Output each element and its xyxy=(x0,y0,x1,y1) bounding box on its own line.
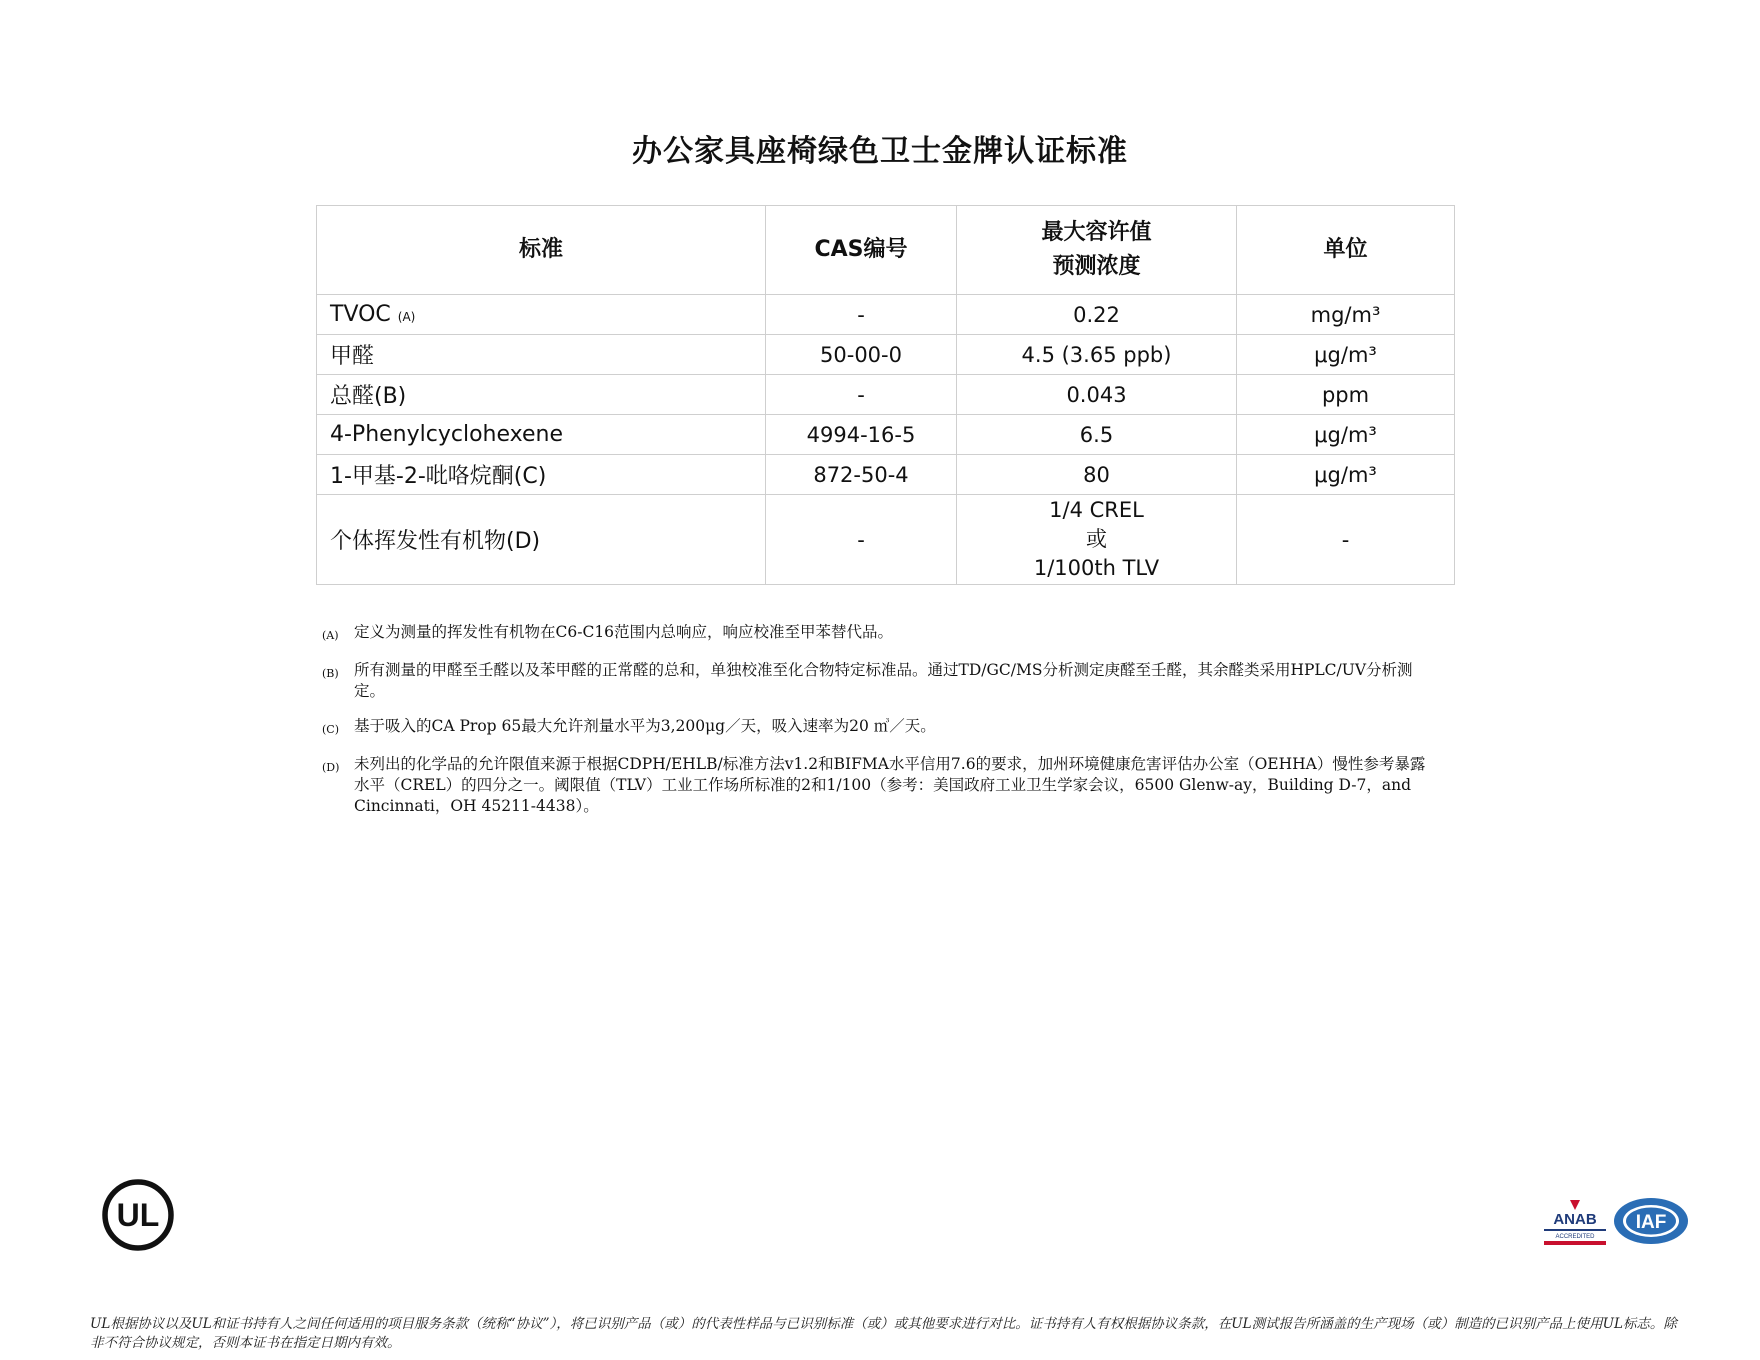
row-cas: 872-50-4 xyxy=(766,455,957,495)
table-row xyxy=(317,455,1455,495)
row-value: 0.22 xyxy=(957,295,1237,335)
anab-logo-icon xyxy=(1540,1196,1610,1252)
row-value: 80 xyxy=(957,455,1237,495)
row-cas: - xyxy=(766,295,957,335)
footnote-text: 基于吸入的CA Prop 65最大允许剂量水平为3,200μg／天，吸入速率为20 ㎥／天。 xyxy=(354,717,936,735)
row-name-sub: (A) xyxy=(397,310,416,324)
row-value-line1: 1/4 CREL xyxy=(1049,498,1144,522)
footnote-text: 定义为测量的挥发性有机物在C6-C16范围内总响应，响应校准至甲苯替代品。 xyxy=(354,623,894,641)
header-unit: 单位 xyxy=(1237,206,1455,295)
anab-logo-text: ANAB xyxy=(1553,1211,1597,1228)
row-name xyxy=(317,295,766,335)
footnote xyxy=(322,754,1430,817)
row-cas: 4994-16-5 xyxy=(766,415,957,455)
row-value-line2: 或 xyxy=(1086,527,1107,551)
row-name: 甲醛 xyxy=(317,335,766,375)
footnote-mark: (D) xyxy=(322,761,340,774)
table-header-row xyxy=(317,206,1455,295)
standards-table xyxy=(316,205,1455,585)
row-unit: mg/m³ xyxy=(1237,295,1455,335)
table-row xyxy=(317,295,1455,335)
page-title: 办公家具座椅绿色卫士金牌认证标准 xyxy=(632,134,1128,169)
ul-logo-icon xyxy=(101,1178,175,1252)
header-max-line2: 预测浓度 xyxy=(1052,254,1141,279)
row-name-text: TVOC xyxy=(330,302,391,327)
row-cas: 50-00-0 xyxy=(766,335,957,375)
row-value: 6.5 xyxy=(957,415,1237,455)
footer-disclaimer: UL根据协议以及UL和证书持有人之间任何适用的项目服务条款（统称“协议”），将已识别产品（或）的代表性样品与已识别标准（或）或其他要求进行对比。证书持有人有权根据协议条款，在UL测试报告所涵盖的生产现场（或）制造的已识别产品上使用UL标志。除非不符合协议规定，否则本证书在指定日期内有效。 xyxy=(90,1316,1677,1351)
row-unit: μg/m³ xyxy=(1237,335,1455,375)
row-unit: μg/m³ xyxy=(1237,455,1455,495)
header-cas: CAS编号 xyxy=(766,206,957,295)
footnote xyxy=(322,622,1430,646)
footnote-mark: (C) xyxy=(322,723,339,736)
footnote xyxy=(322,660,1430,702)
iaf-logo-icon xyxy=(1612,1196,1690,1246)
row-name: 4-Phenylcyclohexene xyxy=(317,415,766,455)
row-unit: - xyxy=(1237,495,1455,585)
table-row xyxy=(317,375,1455,415)
row-value: 4.5 (3.65 ppb) xyxy=(957,335,1237,375)
ul-logo-text: UL xyxy=(116,1197,160,1233)
row-name: 1-甲基-2-吡咯烷酮(C) xyxy=(317,455,766,495)
table-row xyxy=(317,415,1455,455)
header-standard: 标准 xyxy=(317,206,766,295)
header-max xyxy=(957,206,1237,295)
row-value-line3: 1/100th TLV xyxy=(1033,556,1160,580)
anab-accredited-text: ACCREDITED xyxy=(1555,1234,1595,1240)
row-name: 个体挥发性有机物(D) xyxy=(317,495,766,585)
row-cas: - xyxy=(766,495,957,585)
row-unit: ppm xyxy=(1237,375,1455,415)
footnotes xyxy=(322,622,1430,831)
row-value xyxy=(957,495,1237,585)
footnote xyxy=(322,716,1430,740)
table-row xyxy=(317,495,1455,585)
table-row xyxy=(317,335,1455,375)
footnote-text: 未列出的化学品的允许限值来源于根据CDPH/EHLB/标准方法v1.2和BIFMA水平信用7.6的要求，加州环境健康危害评估办公室（OEHHA）慢性参考暴露水平（CREL）的四分之一。阈限值（TLV）工业工作场所标准的2和1/100（参考：美国政府工业卫生学家会议，6500 Glenw-ay，Building D-7，and Cincinnati，OH 45211-4438）。 xyxy=(354,755,1426,815)
footnote-mark: (B) xyxy=(322,667,339,680)
row-unit: μg/m³ xyxy=(1237,415,1455,455)
row-value: 0.043 xyxy=(957,375,1237,415)
row-cas: - xyxy=(766,375,957,415)
iaf-logo-text: IAF xyxy=(1635,1212,1667,1233)
footnote-mark: (A) xyxy=(322,629,339,642)
header-max-line1: 最大容许值 xyxy=(1041,220,1152,245)
row-name: 总醛(B) xyxy=(317,375,766,415)
footnote-text: 所有测量的甲醛至壬醛以及苯甲醛的正常醛的总和，单独校准至化合物特定标准品。通过TD/GC/MS分析测定庚醛至壬醛，其余醛类采用HPLC/UV分析测定。 xyxy=(354,661,1413,700)
